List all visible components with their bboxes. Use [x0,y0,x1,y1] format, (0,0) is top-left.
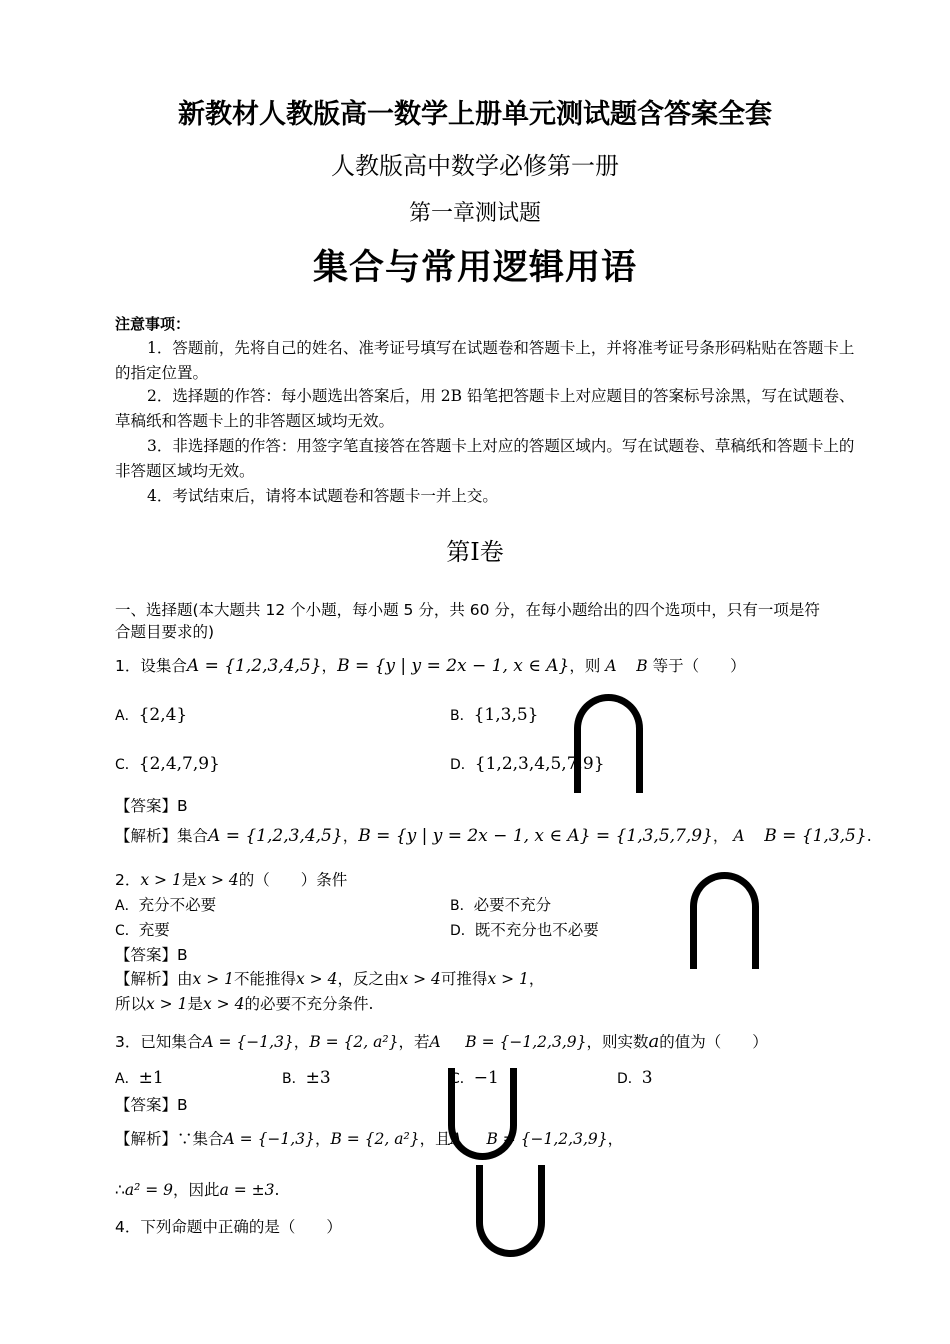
option-value: 必要不充分 [473,896,552,914]
condition: x > 1 [487,970,529,988]
option-label: C． [450,1071,474,1087]
option-value: 充要 [138,921,170,939]
option-label: D． [450,923,475,939]
option-a[interactable] [115,705,187,725]
document-subtitle: 人教版高中数学必修第一册 [331,152,619,180]
option-a[interactable] [115,893,216,915]
question-text: 的值为（ ） [659,1033,768,1051]
set-a-symbol: A [450,1130,462,1148]
analysis-text: 可推得 [440,970,488,988]
analysis-text: ，且 [419,1130,451,1148]
analysis-2-conclusion [115,992,373,1014]
option-label: C． [115,923,139,939]
option-label: B． [450,898,474,914]
option-d[interactable] [450,918,599,940]
analysis-text: 所以 [115,995,147,1013]
union-symbol-icon [448,1068,517,1160]
note-item: 3．非选择题的作答：用签字笔直接答在答题卡上对应的答题区域内。写在试题卷、草稿纸和答题卡上的非答题区域均无效。 [115,437,855,480]
option-label: A． [115,1071,139,1087]
analysis-text: 集合 [177,827,209,845]
chapter-title: 第一章测试题 [408,201,541,226]
analysis-3-conclusion [115,1178,279,1200]
section-intro: 一、选择题(本大题共 12 个小题，每小题 5 分，共 60 分，在每小题给出的四个选项中，只有一项是符 [115,601,820,619]
volume-title: 第Ⅰ卷 [446,538,504,566]
punct: ， [293,1033,310,1051]
document-title: 新教材人教版高一数学上册单元测试题含答案全套 [178,99,772,130]
option-d[interactable] [617,1068,653,1088]
answer-3: 【答案】B [115,1096,188,1114]
result-set: B = {1,3,5} [764,826,867,846]
condition: x > 4 [399,970,441,988]
question-text: 的（ ）条件 [238,871,348,889]
option-label: B． [450,708,474,724]
intersection-symbol-icon [574,694,643,793]
answer-1: 【答案】B [115,797,188,815]
condition: x > 4 [202,995,245,1013]
analysis-2 [115,967,544,989]
analysis-text: 由 [177,970,193,988]
condition: x > 4 [197,871,239,889]
option-value: {2,4} [138,705,188,725]
analysis-text: ，因此 [173,1181,220,1199]
option-value: {1,2,3,4,5,7,9} [474,754,605,774]
punct: ， [321,657,338,675]
question-4 [115,1215,342,1237]
note-item: 1．答题前，先将自己的姓名、准考证号填写在试题卷和答题卡上，并将准考证号条形码粘贴在答题卡上的指定位置。 [115,339,855,382]
answer-2: 【答案】B [115,946,188,964]
set-a-symbol: A [605,657,617,675]
option-value: {2,4,7,9} [138,754,220,774]
option-a[interactable] [115,1068,164,1088]
option-b[interactable] [450,705,539,725]
option-b[interactable] [282,1068,331,1088]
analysis-text: ∵集合 [177,1130,224,1148]
analysis-tag: 【解析】 [115,1130,178,1148]
analysis-text: 不能推得 [233,970,296,988]
equation: a² = 9 [124,1181,174,1199]
question-number: 3． [115,1033,141,1051]
analysis-tag: 【解析】 [115,827,178,845]
option-label: D． [617,1071,642,1087]
question-text: ，则 [569,657,601,675]
question-text: ，则实数 [586,1033,649,1051]
punct: ， [314,1130,331,1148]
analysis-tag: 【解析】 [115,970,178,988]
union-set: B = {−1,2,3,9} [465,1033,587,1051]
analysis-text: ，反之由 [337,970,400,988]
option-c[interactable] [115,754,220,774]
question-text: 已知集合 [140,1033,203,1051]
question-3 [115,1030,768,1052]
set-b: B = {2, a²} [330,1130,420,1148]
set-b: B = {y | y = 2x − 1, x ∈ A} [337,656,570,676]
option-value: −1 [473,1068,499,1088]
punct: ， [607,1130,624,1148]
section-intro-cont: 合题目要求的) [115,623,215,641]
option-value: ±3 [305,1068,331,1088]
set-a: A = {−1,3} [223,1130,315,1148]
option-label: A． [115,708,139,724]
option-b[interactable] [450,893,551,915]
therefore-symbol: ∴ [115,1181,125,1199]
topic-title: 集合与常用逻辑用语 [312,247,637,288]
option-value: 充分不必要 [138,896,217,914]
question-text: 设集合 [140,657,187,675]
question-number: 4． [115,1218,141,1236]
question-text: ，若 [398,1033,430,1051]
note-item: 4．考试结束后，请将本试题卷和答题卡一并上交。 [147,487,498,505]
set-a: A = {−1,3} [202,1033,294,1051]
union-symbol-icon [476,1165,545,1257]
punct: . [866,827,872,845]
question-number: 1． [115,657,141,675]
option-label: A． [115,898,139,914]
question-2 [115,868,347,890]
analysis-1: 【解析】集合A = {1,2,3,4,5}，B = {y | y = 2x − 1, x ∈ A} = {1,3,5,7,9}， A B = {1,3,5}. [115,826,872,846]
question-text: 下列命题中正确的是（ ） [140,1218,342,1236]
analysis-text: 是 [187,995,203,1013]
condition: x > 1 [146,995,188,1013]
analysis-3 [115,1127,623,1149]
set-a: A = {1,2,3,4,5} [186,656,322,676]
option-value: 3 [641,1068,653,1088]
option-value: 既不充分也不必要 [474,921,599,939]
question-number: 2． [115,871,141,889]
question-text: 等于（ ） [652,657,746,675]
union-set: B = {−1,2,3,9} [486,1130,608,1148]
option-label: D． [450,757,475,773]
question-1 [115,654,746,676]
intersection-symbol-icon [690,872,759,969]
set-a-symbol: A [429,1033,441,1051]
set-b: B = {2, a²} [309,1033,399,1051]
analysis-text: 的必要不充分条件. [244,995,374,1013]
question-text: 是 [181,871,198,889]
set-a-symbol: A [733,827,745,845]
variable: a [648,1031,660,1052]
option-value: ±1 [138,1068,164,1088]
option-label: C． [115,757,139,773]
condition: x > 1 [192,970,234,988]
condition: x > 1 [140,871,182,889]
option-label: B． [282,1071,306,1087]
punct: . [274,1181,280,1199]
note-item: 2．选择题的作答：每小题选出答案后，用 2B 铅笔把答题卡上对应题目的答案标号涂黑，写在试题卷、草稿纸和答题卡上的非答题区域均无效。 [115,387,855,430]
set-a: A = {1,2,3,4,5} [208,826,343,846]
option-value: {1,3,5} [473,705,539,725]
punct: ， [528,970,545,988]
set-b-symbol: B [636,657,648,675]
equation: a = ±3 [219,1181,275,1199]
option-c[interactable] [115,918,170,940]
set-b: B = {y | y = 2x − 1, x ∈ A} = {1,3,5,7,9} [358,826,713,846]
condition: x > 4 [296,970,338,988]
notes-heading: 注意事项： [115,315,191,333]
